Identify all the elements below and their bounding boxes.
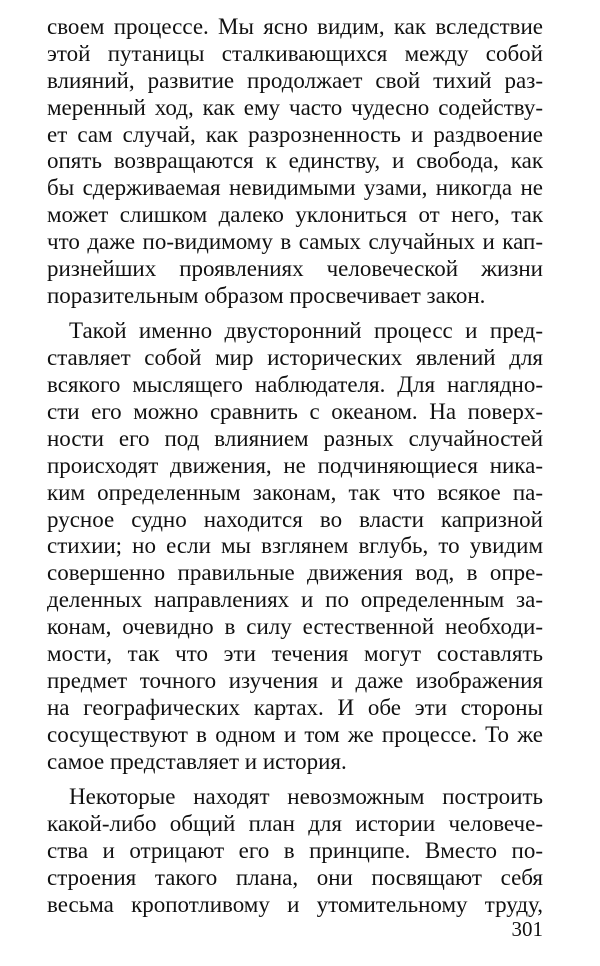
text-line: Некоторые находят невозможным построить: [69, 783, 543, 809]
text-line: какой-либо общий план для истории человече-: [47, 810, 543, 836]
text-line: своем процессе. Мы ясно видим, как вследствие: [47, 14, 543, 39]
text-line: ства и отрицают его в принципе. Вместо по-: [47, 837, 543, 863]
text-line: меренный ход, как ему часто чудесно содейству-: [47, 94, 543, 120]
text-line: совершенно правильные движения вод, в опре-: [47, 560, 543, 586]
text-line: влияний, развитие продолжает свой тихий раз-: [47, 67, 543, 93]
text-line: самое представляет и история.: [47, 748, 347, 774]
text-line: бы сдерживаемая невидимыми узами, никогда не: [47, 175, 543, 201]
text-line: ности его под влиянием разных случайностей: [47, 425, 543, 451]
text-line: может слишком далеко уклониться от него, так: [47, 202, 543, 228]
text-line: строения такого плана, они посвящают себя: [47, 864, 543, 890]
text-line: мости, так что эти течения могут составлять: [47, 640, 543, 666]
text-line: русное судно находится во власти капризной: [47, 506, 543, 532]
text-line: опять возвращаются к единству, и свобода, как: [47, 148, 543, 174]
paragraph-2: [47, 318, 543, 775]
paragraph-1: [47, 14, 543, 310]
text-line: сосуществуют в одном и том же процессе. То же: [47, 721, 543, 747]
text-line: ет сам случай, как разрозненность и раздвоение: [47, 121, 543, 147]
text-line: конам, очевидно в силу естественной необходи-: [47, 614, 543, 640]
text-line: сти его можно сравнить с океаном. На поверх-: [47, 398, 543, 424]
text-line: на географических картах. И обе эти стороны: [47, 694, 543, 720]
page-number: 301: [511, 917, 543, 941]
text-line: происходят движения, не подчиняющиеся ника-: [47, 452, 543, 478]
text-line: весьма кропотливому и утомительному труду,: [47, 891, 543, 917]
text-line: ставляет собой мир исторических явлений для: [47, 345, 543, 371]
text-line: всякого мыслящего наблюдателя. Для нагляднo-: [47, 372, 543, 398]
text-line: ким определенным законам, так что всякое па-: [47, 479, 543, 505]
body-text: [47, 14, 543, 918]
paragraph-3: [47, 784, 543, 918]
text-line: ризнейших проявлениях человеческой жизни: [47, 256, 543, 282]
text-line: Такой именно двусторонний процесс и пред-: [69, 318, 543, 344]
text-line: что даже по-видимому в самых случайных и кап-: [47, 229, 543, 255]
text-line: предмет точного изучения и даже изображения: [47, 667, 543, 693]
text-line: этой путаницы сталкивающихся между собой: [47, 40, 543, 66]
text-line: поразительным образом просвечивает закон.: [47, 282, 486, 308]
text-line: стихии; но если мы взглянем вглубь, то увидим: [47, 533, 543, 559]
text-line: деленных направлениях и по определенным за-: [47, 587, 543, 613]
